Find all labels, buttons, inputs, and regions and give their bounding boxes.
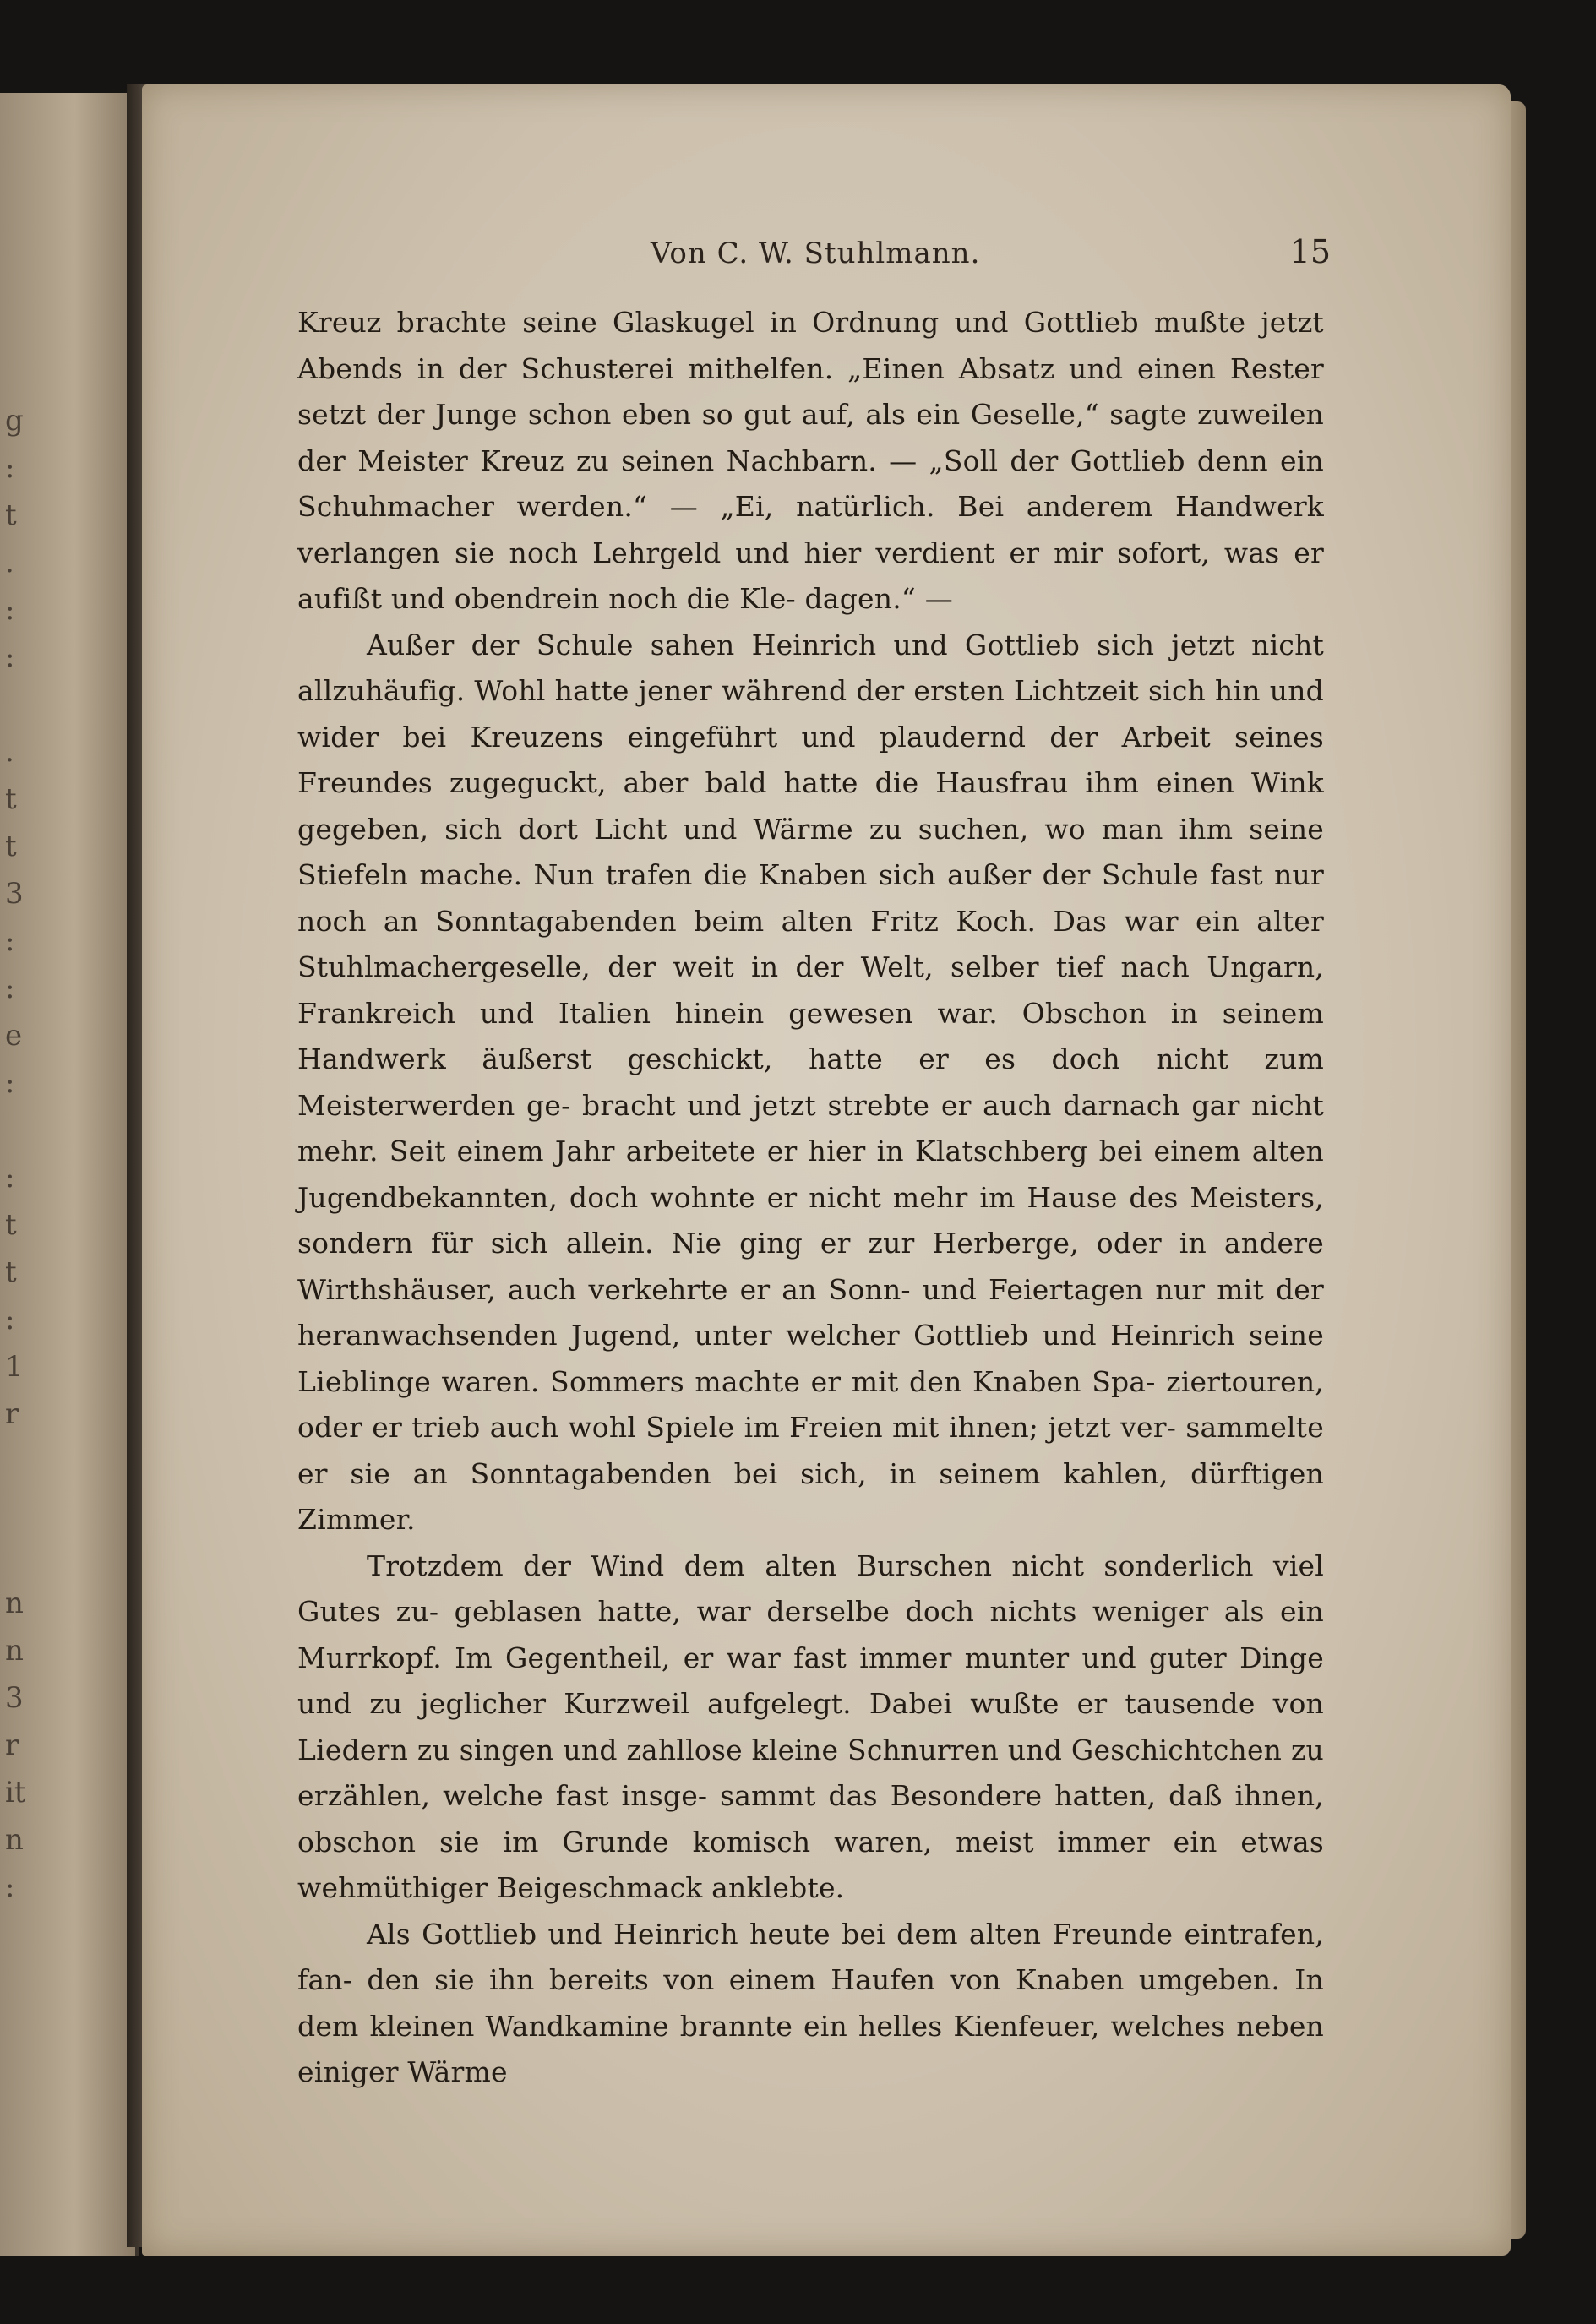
- paragraph: Als Gottlieb und Heinrich heute bei dem alten Freunde eintrafen, fan- den sie ihn bereits von einem Haufen von Knaben umgeben. In dem kleinen Wandkamine brannte ein helles Kienfeuer, welches neben einiger Wärme: [297, 1917, 1324, 2088]
- paragraph: Trotzdem der Wind dem alten Burschen nicht sonderlich viel Gutes zu- geblasen hatte, war derselbe doch nichts weniger als ein Murrkopf. Im Gegentheil, er war fast immer munter und guter Dinge und zu jeglicher Kurzweil aufgelegt. Dabei wußte er tausende von Liedern zu singen und zahllose kleine Schnurren und Geschichtchen zu erzählen, welche fast insge- sammt das Besondere hatten, daß ihnen, obschon sie im Grunde komisch waren, meist immer ein etwas wehmüthiger Beigeschmack anklebte.: [297, 1548, 1324, 1904]
- paragraph: Kreuz brachte seine Glaskugel in Ordnung und Gottlieb mußte jetzt Abends in der Schusterei mithelfen. „Einen Absatz und einen Rester setzt der Junge schon eben so gut auf, als ein Geselle,“ sagte zuweilen der Meister Kreuz zu seinen Nachbarn. — „Soll der Gottlieb denn ein Schuhmacher werden.“ — „Ei, natürlich. Bei anderem Handwerk verlangen sie noch Lehrgeld und hier verdient er mir sofort, was er aufißt und obendrein noch die Kle- dagen.“ —: [297, 306, 1324, 615]
- page-body: [297, 300, 1324, 2096]
- running-header: Von C. W. Stuhlmann.: [651, 237, 981, 270]
- left-page-margin-fragments: g : t . : : . t t 3 : : e : : t t : 1 r n n 3 r it n :: [5, 404, 26, 1904]
- paragraph: Außer der Schule sahen Heinrich und Gottlieb sich jetzt nicht allzuhäufig. Wohl hatte jener während der ersten Lichtzeit sich hin und wider bei Kreuzens eingeführt und plaudernd der Arbeit seines Freundes zugeguckt, aber bald hatte die Hausfrau ihm einen Wink gegeben, sich dort Licht und Wärme zu suchen, wo man ihm seine Stiefeln mache. Nun trafen die Knaben sich außer der Schule fast nur noch an Sonntagabenden beim alten Fritz Koch. Das war ein alter Stuhlmachergeselle, der weit in der Welt, selber tief nach Ungarn, Frankreich und Italien hinein gewesen war. Obschon in seinem Handwerk äußerst geschickt, hatte er es doch nicht zum Meisterwerden ge- bracht und jetzt strebte er auch darnach gar nicht mehr. Seit einem Jahr arbeitete er hier in Klatschberg bei einem alten Jugendbekannten, doch wohnte er nicht mehr im Hause des Meisters, sondern für sich allein. Nie ging er zur Herberge, oder in andere Wirthshäuser, auch verkehrte er an Sonn- und Feiertagen nur mit der heranwachsenden Jugend, unter welcher Gottlieb und Heinrich seine Lieblinge waren. Sommers machte er mit den Knaben Spa- ziertouren, oder er trieb auch wohl Spiele im Freien mit ihnen; jetzt ver- sammelte er sie an Sonntagabenden bei sich, in seinem kahlen, dürftigen Zimmer.: [297, 628, 1324, 1536]
- left-page-edge: [0, 93, 139, 2256]
- page-number: 15: [1289, 233, 1331, 270]
